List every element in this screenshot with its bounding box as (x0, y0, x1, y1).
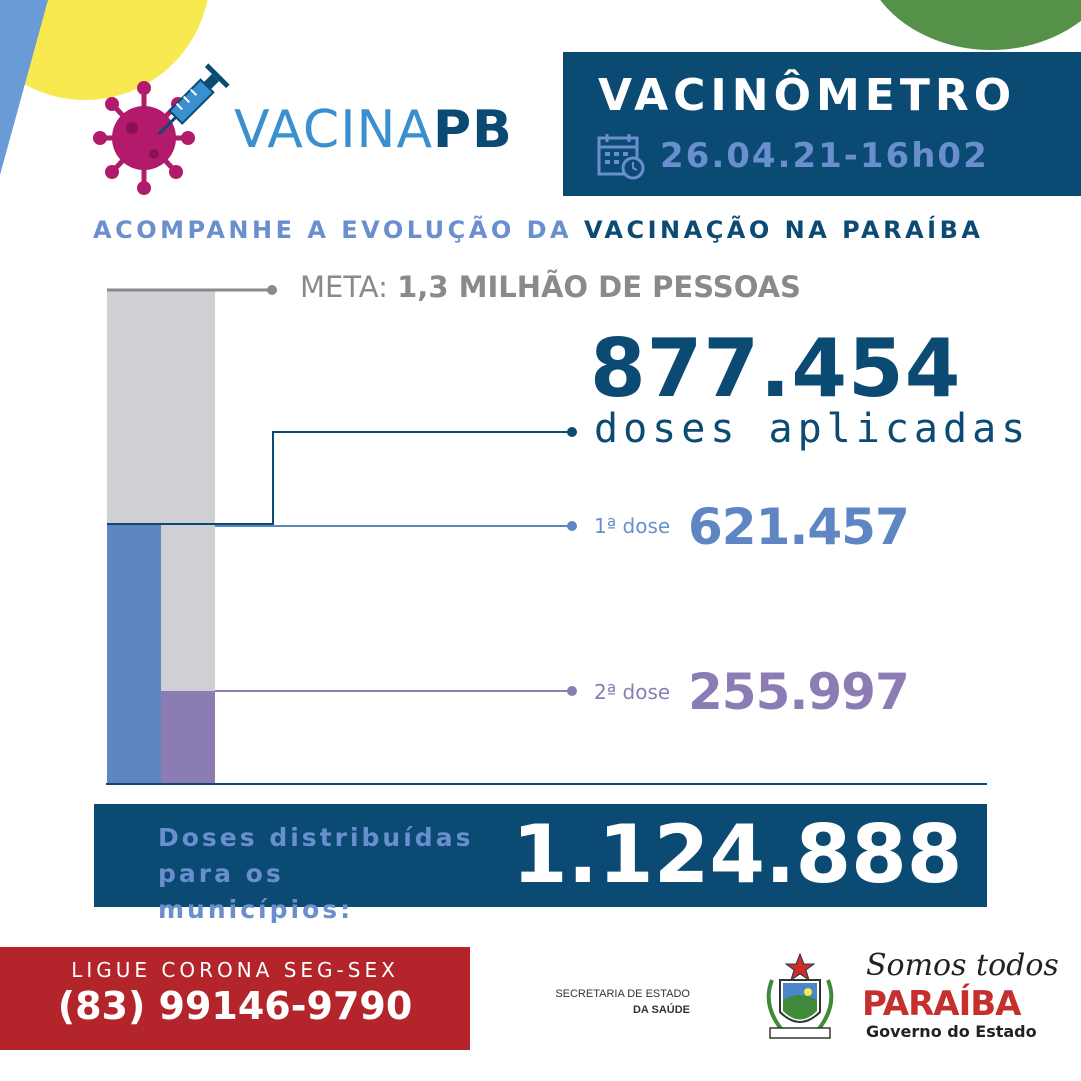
goal-bar (107, 290, 215, 524)
dose1-dot (567, 521, 577, 531)
vacinometro-title: VACINÔMETRO (598, 70, 1017, 121)
secretaria-line2: DA SAÚDE (632, 1004, 690, 1016)
baseline (106, 783, 987, 785)
phone-number[interactable]: (83) 99146-9790 (57, 984, 413, 1028)
slogan-line1: Somos todos (866, 948, 1059, 983)
distributed-value: 1.124.888 (512, 808, 963, 901)
goal-prefix: META: (300, 270, 398, 304)
goal-dot (267, 285, 277, 295)
decor-blue-wedge (0, 0, 60, 180)
coat-of-arms-icon (752, 950, 848, 1046)
vacinometro-date: 26.04.21-16h02 (660, 136, 989, 176)
logo-main: VACINA (234, 100, 434, 160)
secretaria-line1: SECRETARIA DE ESTADO (555, 988, 690, 1000)
calendar-clock-icon (597, 132, 647, 180)
goal-value: 1,3 MILHÃO DE PESSOAS (397, 270, 801, 304)
dose1-label: 1ª dose (594, 514, 671, 538)
subtitle (93, 216, 993, 244)
applied-label: doses aplicadas (594, 406, 1031, 452)
slogan-line3: Governo do Estado (866, 1022, 1037, 1041)
logo-bold: PB (433, 100, 513, 160)
dose1-value: 621.457 (688, 498, 909, 556)
subtitle-part2: VACINAÇÃO NA PARAÍBA (583, 216, 984, 244)
vaccination-bars (100, 280, 580, 790)
applied-dot (567, 427, 577, 437)
distributed-label-line1: Doses distribuídas (158, 823, 474, 852)
distributed-label-line2: para os municípios: (158, 859, 354, 924)
subtitle-part1: ACOMPANHE A EVOLUÇÃO DA (93, 216, 584, 244)
slogan-line2: PARAÍBA (862, 984, 1021, 1024)
phone-label: LIGUE CORONA SEG-SEX (71, 958, 399, 982)
dose2-bar (161, 691, 215, 784)
logo-text (234, 100, 513, 160)
distributed-label (158, 820, 488, 928)
decor-green-circle (861, 0, 1081, 50)
dose1-bar (107, 524, 161, 784)
dose2-dot (567, 686, 577, 696)
syringe-icon (140, 58, 240, 148)
applied-total: 877.454 (590, 322, 962, 415)
goal-text (300, 270, 801, 304)
dose2-value: 255.997 (688, 663, 909, 721)
remaining-bar (161, 524, 215, 691)
dose2-label: 2ª dose (594, 680, 671, 704)
